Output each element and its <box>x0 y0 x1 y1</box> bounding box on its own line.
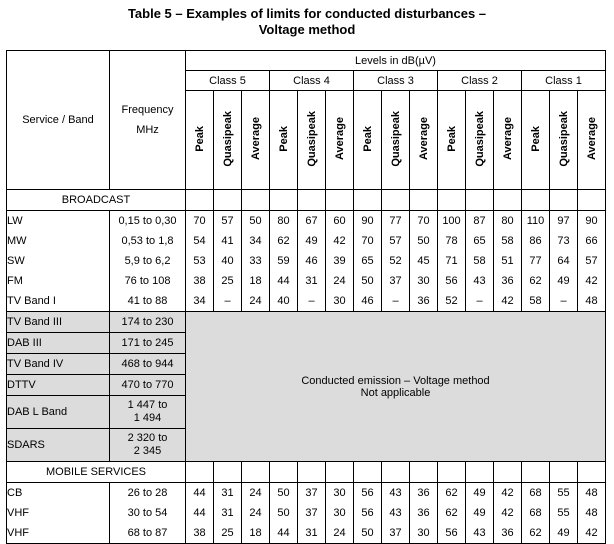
frequency-cell: 468 to 944 <box>110 354 186 375</box>
value-cell: 62 <box>438 483 466 504</box>
section-mobile <box>7 462 606 483</box>
value-cell: 77 <box>522 251 550 271</box>
value-cell: 18 <box>242 523 270 544</box>
header-detector-label: Average <box>501 116 514 160</box>
section-broadcast <box>7 190 606 211</box>
header-detector-label: Peak <box>529 125 542 152</box>
value-cell: 62 <box>438 503 466 523</box>
header-detector-label: Peak <box>445 125 458 152</box>
value-cell: 41 <box>214 231 242 251</box>
service-cell: DAB III <box>7 333 110 354</box>
value-cell: – <box>550 291 578 312</box>
empty-cell <box>410 190 438 211</box>
table-row <box>7 271 606 291</box>
header-detector-average <box>578 91 606 190</box>
value-cell: 58 <box>522 291 550 312</box>
empty-cell <box>550 190 578 211</box>
value-cell: 24 <box>242 483 270 504</box>
table-title <box>0 6 614 38</box>
value-cell: 56 <box>354 483 382 504</box>
empty-cell <box>494 462 522 483</box>
table-row <box>7 483 606 504</box>
frequency-cell: 26 to 28 <box>110 483 186 504</box>
value-cell: 44 <box>270 271 298 291</box>
value-cell: – <box>466 291 494 312</box>
frequency-cell: 470 to 770 <box>110 375 186 396</box>
value-cell: 24 <box>242 291 270 312</box>
empty-cell <box>438 190 466 211</box>
value-cell: 36 <box>494 523 522 544</box>
empty-cell <box>578 190 606 211</box>
header-detector-quasipeak <box>382 91 410 190</box>
value-cell: 52 <box>382 251 410 271</box>
value-cell: 57 <box>578 251 606 271</box>
value-cell: 42 <box>494 483 522 504</box>
value-cell: 52 <box>438 291 466 312</box>
empty-cell <box>382 462 410 483</box>
value-cell: 40 <box>214 251 242 271</box>
service-cell: TV Band III <box>7 312 110 333</box>
value-cell: 110 <box>522 211 550 232</box>
value-cell: 38 <box>186 271 214 291</box>
header-frequency-label: Frequency <box>121 104 174 116</box>
frequency-cell: 0,53 to 1,8 <box>110 231 186 251</box>
value-cell: 46 <box>298 251 326 271</box>
value-cell: 49 <box>550 523 578 544</box>
header-detector-quasipeak <box>214 91 242 190</box>
service-cell: VHF <box>7 523 110 544</box>
empty-cell <box>242 190 270 211</box>
empty-cell <box>298 462 326 483</box>
header-detector-quasipeak <box>298 91 326 190</box>
value-cell: 30 <box>326 503 354 523</box>
header-class-3: Class 3 <box>354 71 438 91</box>
value-cell: – <box>298 291 326 312</box>
value-cell: 30 <box>410 271 438 291</box>
title-line-2: Voltage method <box>258 22 356 37</box>
value-cell: 33 <box>242 251 270 271</box>
value-cell: 77 <box>382 211 410 232</box>
value-cell: 42 <box>494 503 522 523</box>
value-cell: 39 <box>326 251 354 271</box>
table-row <box>7 523 606 544</box>
empty-cell <box>186 462 214 483</box>
value-cell: 50 <box>242 211 270 232</box>
empty-cell <box>466 190 494 211</box>
value-cell: 59 <box>270 251 298 271</box>
table-row <box>7 291 606 312</box>
value-cell: 30 <box>410 523 438 544</box>
value-cell: 54 <box>186 231 214 251</box>
service-cell: DAB L Band <box>7 396 110 429</box>
value-cell: 37 <box>298 483 326 504</box>
value-cell: 67 <box>298 211 326 232</box>
header-detector-label: Quasipeak <box>473 110 486 167</box>
empty-cell <box>270 190 298 211</box>
header-detector-peak <box>438 91 466 190</box>
value-cell: 18 <box>242 271 270 291</box>
header-frequency-unit: MHz <box>136 124 159 136</box>
value-cell: 53 <box>186 251 214 271</box>
table-row <box>7 211 606 232</box>
value-cell: 42 <box>494 291 522 312</box>
not-applicable-line-1: Conducted emission – Voltage method <box>301 374 490 387</box>
header-class-1: Class 1 <box>522 71 606 91</box>
frequency-cell: 5,9 to 6,2 <box>110 251 186 271</box>
value-cell: 44 <box>186 483 214 504</box>
service-cell: TV Band I <box>7 291 110 312</box>
table-row <box>7 503 606 523</box>
frequency-two-line: 1 447 to 1 494 <box>127 399 168 424</box>
value-cell: 68 <box>522 503 550 523</box>
header-detector-label: Peak <box>193 125 206 152</box>
header-class-2: Class 2 <box>438 71 522 91</box>
value-cell: 55 <box>550 503 578 523</box>
empty-cell <box>466 462 494 483</box>
header-detector-label: Quasipeak <box>221 110 234 167</box>
empty-cell <box>326 190 354 211</box>
header-detector-label: Quasipeak <box>557 110 570 167</box>
value-cell: 62 <box>522 523 550 544</box>
header-detector-peak <box>522 91 550 190</box>
frequency-cell: 41 to 88 <box>110 291 186 312</box>
value-cell: 36 <box>410 503 438 523</box>
empty-cell <box>494 190 522 211</box>
empty-cell <box>354 190 382 211</box>
frequency-cell: 171 to 245 <box>110 333 186 354</box>
value-cell: 37 <box>382 523 410 544</box>
header-detector-label: Quasipeak <box>389 110 402 167</box>
service-cell: LW <box>7 211 110 232</box>
frequency-cell: 0,15 to 0,30 <box>110 211 186 232</box>
header-detector-label: Average <box>585 116 598 160</box>
value-cell: 24 <box>326 271 354 291</box>
value-cell: 30 <box>326 291 354 312</box>
value-cell: 38 <box>186 523 214 544</box>
value-cell: 44 <box>270 523 298 544</box>
service-cell: CB <box>7 483 110 504</box>
limits-table <box>6 50 606 544</box>
value-cell: 60 <box>326 211 354 232</box>
empty-cell <box>214 190 242 211</box>
value-cell: 97 <box>550 211 578 232</box>
empty-cell <box>522 462 550 483</box>
value-cell: 31 <box>298 271 326 291</box>
header-detector-peak <box>354 91 382 190</box>
header-detector-label: Quasipeak <box>305 110 318 167</box>
header-detector-peak <box>270 91 298 190</box>
header-detector-label: Average <box>249 116 262 160</box>
header-detector-peak <box>186 91 214 190</box>
header-levels: Levels in dB(µV) <box>186 51 606 71</box>
value-cell: 42 <box>326 231 354 251</box>
value-cell: 50 <box>354 523 382 544</box>
value-cell: – <box>382 291 410 312</box>
value-cell: 50 <box>270 503 298 523</box>
value-cell: 43 <box>382 503 410 523</box>
value-cell: 36 <box>410 483 438 504</box>
value-cell: 31 <box>214 503 242 523</box>
service-cell: DTTV <box>7 375 110 396</box>
value-cell: 68 <box>522 483 550 504</box>
header-class-5: Class 5 <box>186 71 270 91</box>
empty-cell <box>326 462 354 483</box>
frequency-cell: 30 to 54 <box>110 503 186 523</box>
header-detector-average <box>326 91 354 190</box>
header-class-4: Class 4 <box>270 71 354 91</box>
service-cell: VHF <box>7 503 110 523</box>
service-cell: SW <box>7 251 110 271</box>
empty-cell <box>382 190 410 211</box>
frequency-cell <box>110 396 186 429</box>
value-cell: 49 <box>466 483 494 504</box>
header-detector-label: Peak <box>277 125 290 152</box>
value-cell: 31 <box>298 523 326 544</box>
service-cell: TV Band IV <box>7 354 110 375</box>
value-cell: 65 <box>466 231 494 251</box>
value-cell: 70 <box>354 231 382 251</box>
value-cell: 30 <box>326 483 354 504</box>
value-cell: 58 <box>494 231 522 251</box>
table-row <box>7 231 606 251</box>
value-cell: 86 <box>522 231 550 251</box>
value-cell: 36 <box>410 291 438 312</box>
empty-cell <box>242 462 270 483</box>
frequency-cell: 174 to 230 <box>110 312 186 333</box>
value-cell: 49 <box>550 271 578 291</box>
value-cell: 90 <box>578 211 606 232</box>
frequency-cell: 68 to 87 <box>110 523 186 544</box>
value-cell: 49 <box>466 503 494 523</box>
section-mobile-label: MOBILE SERVICES <box>7 462 186 483</box>
value-cell: 50 <box>354 271 382 291</box>
title-line-1: Table 5 – Examples of limits for conducted disturbances – <box>127 6 487 21</box>
value-cell: 45 <box>410 251 438 271</box>
frequency-cell: 76 to 108 <box>110 271 186 291</box>
header-detector-average <box>410 91 438 190</box>
value-cell: 37 <box>298 503 326 523</box>
value-cell: 50 <box>410 231 438 251</box>
value-cell: 57 <box>214 211 242 232</box>
value-cell: 87 <box>466 211 494 232</box>
table-row <box>7 251 606 271</box>
value-cell: 25 <box>214 271 242 291</box>
empty-cell <box>298 190 326 211</box>
header-detector-quasipeak <box>550 91 578 190</box>
value-cell: 36 <box>494 271 522 291</box>
value-cell: 48 <box>578 291 606 312</box>
value-cell: 46 <box>354 291 382 312</box>
frequency-cell <box>110 429 186 462</box>
header-detector-average <box>494 91 522 190</box>
value-cell: 64 <box>550 251 578 271</box>
value-cell: 24 <box>326 523 354 544</box>
header-service-band: Service / Band <box>7 51 110 190</box>
value-cell: 56 <box>354 503 382 523</box>
header-frequency <box>110 51 186 190</box>
value-cell: 66 <box>578 231 606 251</box>
value-cell: 25 <box>214 523 242 544</box>
value-cell: 34 <box>186 291 214 312</box>
service-cell: FM <box>7 271 110 291</box>
value-cell: 44 <box>186 503 214 523</box>
value-cell: 70 <box>410 211 438 232</box>
value-cell: 57 <box>382 231 410 251</box>
value-cell: 58 <box>466 251 494 271</box>
value-cell: 71 <box>438 251 466 271</box>
empty-cell <box>214 462 242 483</box>
empty-cell <box>410 462 438 483</box>
value-cell: 51 <box>494 251 522 271</box>
empty-cell <box>578 462 606 483</box>
value-cell: 80 <box>270 211 298 232</box>
value-cell: 62 <box>270 231 298 251</box>
value-cell: 65 <box>354 251 382 271</box>
value-cell: 80 <box>494 211 522 232</box>
value-cell: 70 <box>186 211 214 232</box>
value-cell: 24 <box>242 503 270 523</box>
value-cell: 56 <box>438 271 466 291</box>
header-detector-label: Average <box>333 116 346 160</box>
value-cell: 31 <box>214 483 242 504</box>
value-cell: 42 <box>578 271 606 291</box>
header-detector-quasipeak <box>466 91 494 190</box>
value-cell: 49 <box>298 231 326 251</box>
value-cell: – <box>214 291 242 312</box>
value-cell: 34 <box>242 231 270 251</box>
table-row <box>7 312 606 333</box>
service-cell: MW <box>7 231 110 251</box>
not-applicable-line-2: Not applicable <box>360 386 431 399</box>
section-broadcast-label: BROADCAST <box>7 190 186 211</box>
empty-cell <box>550 462 578 483</box>
value-cell: 100 <box>438 211 466 232</box>
value-cell: 50 <box>270 483 298 504</box>
frequency-two-line: 2 320 to 2 345 <box>127 432 168 457</box>
value-cell: 73 <box>550 231 578 251</box>
value-cell: 62 <box>522 271 550 291</box>
value-cell: 56 <box>438 523 466 544</box>
value-cell: 43 <box>466 523 494 544</box>
value-cell: 43 <box>466 271 494 291</box>
value-cell: 40 <box>270 291 298 312</box>
value-cell: 42 <box>578 523 606 544</box>
empty-cell <box>438 462 466 483</box>
header-detector-label: Peak <box>361 125 374 152</box>
value-cell: 90 <box>354 211 382 232</box>
value-cell: 48 <box>578 483 606 504</box>
not-applicable-note <box>186 312 606 462</box>
empty-cell <box>270 462 298 483</box>
value-cell: 78 <box>438 231 466 251</box>
value-cell: 55 <box>550 483 578 504</box>
empty-cell <box>354 462 382 483</box>
value-cell: 37 <box>382 271 410 291</box>
service-cell: SDARS <box>7 429 110 462</box>
value-cell: 43 <box>382 483 410 504</box>
empty-cell <box>522 190 550 211</box>
header-detector-label: Average <box>417 116 430 160</box>
empty-cell <box>186 190 214 211</box>
value-cell: 48 <box>578 503 606 523</box>
header-detector-average <box>242 91 270 190</box>
